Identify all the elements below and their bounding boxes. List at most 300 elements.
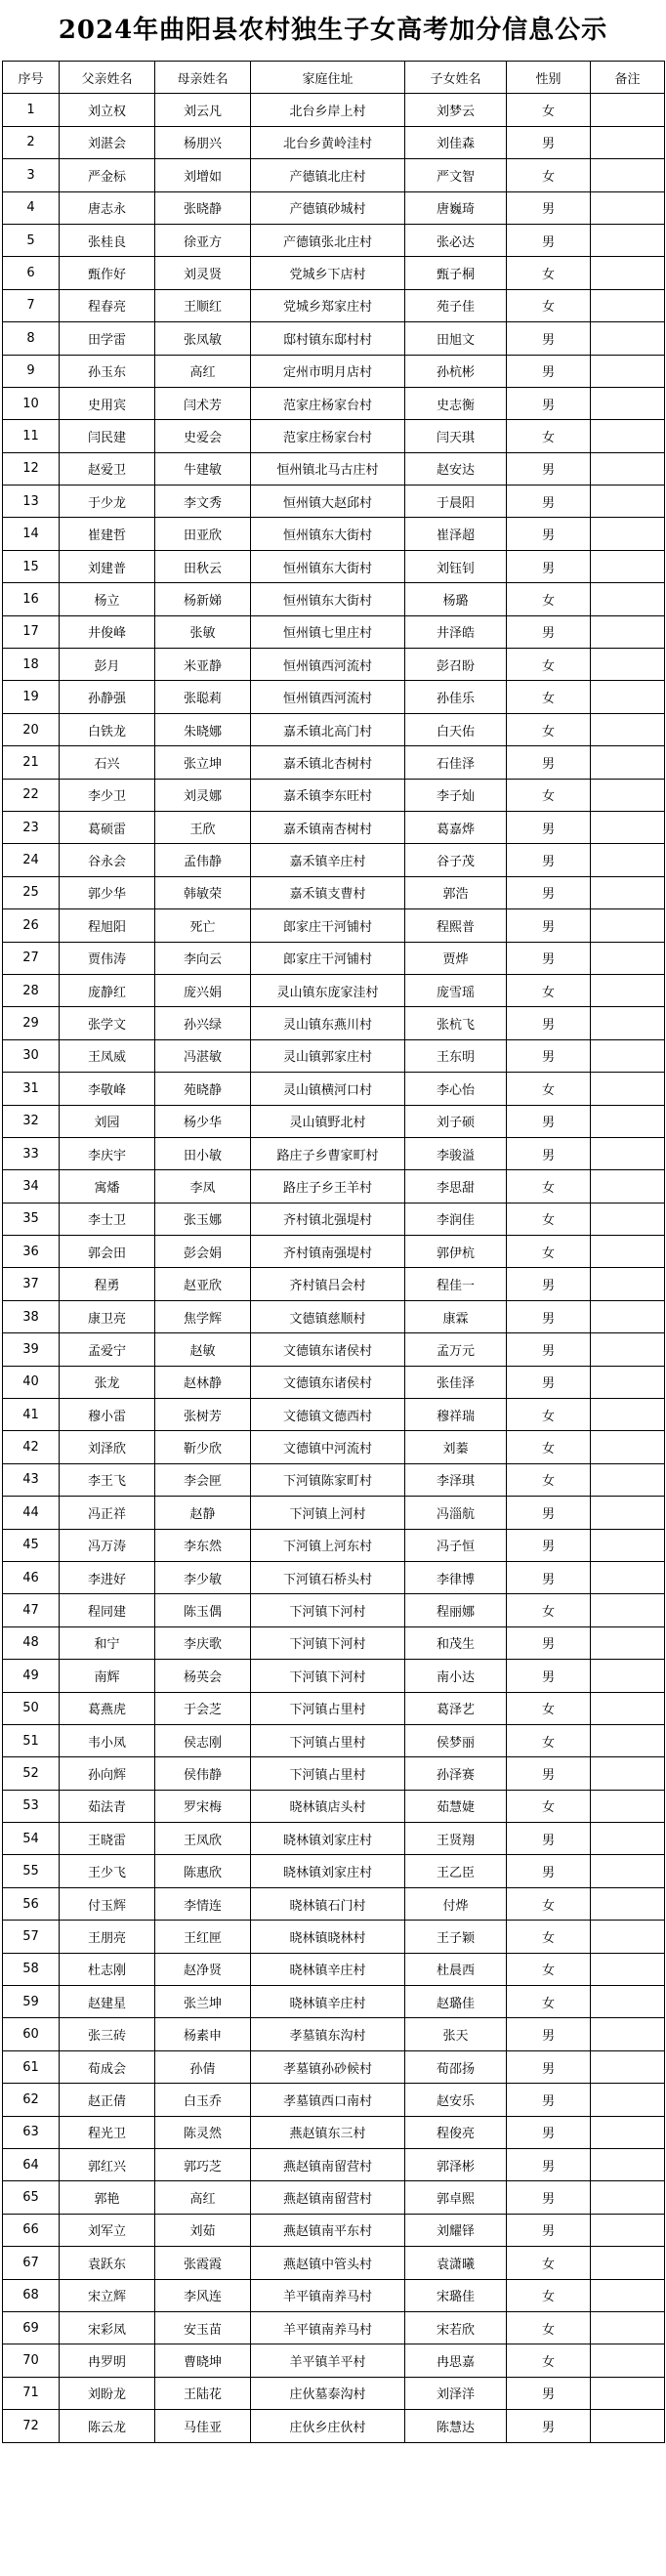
cell-remark xyxy=(591,1268,665,1300)
cell-mother-name: 史爱会 xyxy=(155,420,251,452)
cell-child-name: 王东明 xyxy=(405,1039,507,1072)
cell-index: 4 xyxy=(3,191,60,224)
table-row xyxy=(3,1724,665,1756)
cell-gender: 男 xyxy=(507,1823,591,1855)
cell-remark xyxy=(591,942,665,974)
cell-gender: 女 xyxy=(507,1724,591,1756)
cell-index: 42 xyxy=(3,1431,60,1463)
cell-remark xyxy=(591,2279,665,2311)
cell-address: 北台乡黄岭洼村 xyxy=(251,126,405,158)
table-row xyxy=(3,2116,665,2148)
cell-mother-name: 陈玉偶 xyxy=(155,1594,251,1626)
cell-remark xyxy=(591,1561,665,1593)
table-row xyxy=(3,1463,665,1496)
cell-father-name: 程勇 xyxy=(60,1268,155,1300)
cell-mother-name: 孙兴绿 xyxy=(155,1007,251,1039)
cell-address: 灵山镇郭家庄村 xyxy=(251,1039,405,1072)
cell-gender: 男 xyxy=(507,1105,591,1137)
cell-gender: 男 xyxy=(507,2149,591,2181)
cell-address: 恒州镇西河流村 xyxy=(251,649,405,681)
cell-address: 灵山镇横河口村 xyxy=(251,1073,405,1105)
cell-father-name: 崔建哲 xyxy=(60,518,155,550)
table-body xyxy=(3,94,665,2442)
table-row xyxy=(3,1790,665,1822)
cell-father-name: 葛燕虎 xyxy=(60,1692,155,1724)
cell-mother-name: 牛建敏 xyxy=(155,452,251,485)
table-row xyxy=(3,713,665,745)
cell-child-name: 李思甜 xyxy=(405,1170,507,1203)
cell-father-name: 孙静强 xyxy=(60,681,155,713)
cell-index: 62 xyxy=(3,2084,60,2116)
table-row xyxy=(3,583,665,615)
table-row xyxy=(3,2181,665,2214)
cell-remark xyxy=(591,2050,665,2083)
cell-remark xyxy=(591,2247,665,2279)
cell-remark xyxy=(591,1887,665,1920)
cell-gender: 男 xyxy=(507,486,591,518)
cell-index: 61 xyxy=(3,2050,60,2083)
cell-father-name: 陈云龙 xyxy=(60,2410,155,2442)
cell-index: 57 xyxy=(3,1921,60,1953)
cell-address: 下河镇占里村 xyxy=(251,1724,405,1756)
cell-address: 晓林镇石门村 xyxy=(251,1887,405,1920)
cell-mother-name: 李文秀 xyxy=(155,486,251,518)
cell-father-name: 李进好 xyxy=(60,1561,155,1593)
table-row xyxy=(3,126,665,158)
cell-gender: 女 xyxy=(507,289,591,321)
cell-index: 7 xyxy=(3,289,60,321)
cell-gender: 男 xyxy=(507,2214,591,2246)
cell-index: 66 xyxy=(3,2214,60,2246)
cell-father-name: 荀成会 xyxy=(60,2050,155,2083)
cell-index: 2 xyxy=(3,126,60,158)
cell-mother-name: 张聪莉 xyxy=(155,681,251,713)
table-row xyxy=(3,550,665,582)
cell-address: 燕赵镇南平东村 xyxy=(251,2214,405,2246)
cell-child-name: 袁潇曦 xyxy=(405,2247,507,2279)
header-father-name: 父亲姓名 xyxy=(60,62,155,94)
table-row xyxy=(3,1757,665,1790)
table-row xyxy=(3,355,665,387)
cell-index: 51 xyxy=(3,1724,60,1756)
cell-child-name: 程丽娜 xyxy=(405,1594,507,1626)
cell-father-name: 刘盼龙 xyxy=(60,2377,155,2409)
cell-child-name: 孙杭彬 xyxy=(405,355,507,387)
cell-index: 65 xyxy=(3,2181,60,2214)
cell-mother-name: 李凤 xyxy=(155,1170,251,1203)
table-row xyxy=(3,1660,665,1692)
cell-mother-name: 陈惠欣 xyxy=(155,1855,251,1887)
cell-address: 下河镇下河村 xyxy=(251,1626,405,1659)
table-row xyxy=(3,681,665,713)
cell-address: 嘉禾镇辛庄村 xyxy=(251,844,405,876)
cell-remark xyxy=(591,94,665,126)
cell-index: 22 xyxy=(3,779,60,811)
cell-father-name: 孟爱宁 xyxy=(60,1333,155,1366)
cell-gender: 男 xyxy=(507,811,591,843)
cell-address: 路庄子乡王羊村 xyxy=(251,1170,405,1203)
cell-father-name: 程同建 xyxy=(60,1594,155,1626)
table-row xyxy=(3,224,665,256)
cell-index: 21 xyxy=(3,746,60,779)
cell-child-name: 张必达 xyxy=(405,224,507,256)
cell-child-name: 付烨 xyxy=(405,1887,507,1920)
cell-child-name: 王乙臣 xyxy=(405,1855,507,1887)
table-row xyxy=(3,1333,665,1366)
cell-gender: 男 xyxy=(507,876,591,908)
cell-address: 邸村镇东邸村村 xyxy=(251,322,405,355)
cell-mother-name: 陈灵然 xyxy=(155,2116,251,2148)
cell-gender: 男 xyxy=(507,1529,591,1561)
cell-remark xyxy=(591,2084,665,2116)
cell-mother-name: 苑晓静 xyxy=(155,1073,251,1105)
cell-mother-name: 罗宋梅 xyxy=(155,1790,251,1822)
cell-mother-name: 白玉乔 xyxy=(155,2084,251,2116)
table-row xyxy=(3,1137,665,1169)
cell-gender: 男 xyxy=(507,191,591,224)
table-row xyxy=(3,811,665,843)
cell-father-name: 于少龙 xyxy=(60,486,155,518)
table-row xyxy=(3,615,665,648)
cell-father-name: 刘建普 xyxy=(60,550,155,582)
cell-index: 67 xyxy=(3,2247,60,2279)
cell-father-name: 赵爱卫 xyxy=(60,452,155,485)
cell-gender: 女 xyxy=(507,681,591,713)
cell-father-name: 李士卫 xyxy=(60,1203,155,1235)
cell-remark xyxy=(591,2149,665,2181)
cell-index: 9 xyxy=(3,355,60,387)
cell-address: 恒州镇东大街村 xyxy=(251,550,405,582)
table-row xyxy=(3,1399,665,1431)
cell-father-name: 庞静红 xyxy=(60,974,155,1006)
cell-gender: 女 xyxy=(507,713,591,745)
cell-gender: 女 xyxy=(507,1692,591,1724)
cell-child-name: 侯梦丽 xyxy=(405,1724,507,1756)
cell-address: 下河镇上河村 xyxy=(251,1497,405,1529)
cell-index: 45 xyxy=(3,1529,60,1561)
cell-father-name: 李王飞 xyxy=(60,1463,155,1496)
cell-father-name: 付玉辉 xyxy=(60,1887,155,1920)
cell-mother-name: 闫术芳 xyxy=(155,387,251,419)
cell-child-name: 庞雪瑶 xyxy=(405,974,507,1006)
cell-mother-name: 张立坤 xyxy=(155,746,251,779)
cell-mother-name: 张晓静 xyxy=(155,191,251,224)
cell-index: 27 xyxy=(3,942,60,974)
cell-address: 灵山镇东燕川村 xyxy=(251,1007,405,1039)
cell-index: 16 xyxy=(3,583,60,615)
cell-mother-name: 刘增如 xyxy=(155,159,251,191)
table-row xyxy=(3,1529,665,1561)
cell-gender: 男 xyxy=(507,942,591,974)
cell-child-name: 茹慧婕 xyxy=(405,1790,507,1822)
cell-gender: 女 xyxy=(507,94,591,126)
cell-gender: 男 xyxy=(507,2018,591,2050)
cell-index: 52 xyxy=(3,1757,60,1790)
cell-father-name: 赵建星 xyxy=(60,1986,155,2018)
cell-index: 25 xyxy=(3,876,60,908)
cell-remark xyxy=(591,1137,665,1169)
cell-father-name: 谷永会 xyxy=(60,844,155,876)
cell-index: 19 xyxy=(3,681,60,713)
cell-remark xyxy=(591,486,665,518)
cell-gender: 男 xyxy=(507,2410,591,2442)
cell-remark xyxy=(591,2344,665,2377)
cell-child-name: 宋若欣 xyxy=(405,2311,507,2344)
cell-remark xyxy=(591,420,665,452)
cell-address: 党城乡下店村 xyxy=(251,257,405,289)
table-row xyxy=(3,876,665,908)
cell-father-name: 贾伟涛 xyxy=(60,942,155,974)
cell-address: 灵山镇东庞家洼村 xyxy=(251,974,405,1006)
cell-child-name: 赵安达 xyxy=(405,452,507,485)
cell-remark xyxy=(591,322,665,355)
cell-father-name: 刘军立 xyxy=(60,2214,155,2246)
cell-remark xyxy=(591,1236,665,1268)
cell-index: 70 xyxy=(3,2344,60,2377)
cell-mother-name: 张凤敏 xyxy=(155,322,251,355)
cell-mother-name: 冯湛敏 xyxy=(155,1039,251,1072)
header-address: 家庭住址 xyxy=(251,62,405,94)
cell-mother-name: 张玉娜 xyxy=(155,1203,251,1235)
cell-father-name: 韦小凤 xyxy=(60,1724,155,1756)
cell-father-name: 白铁龙 xyxy=(60,713,155,745)
cell-remark xyxy=(591,1953,665,1985)
cell-address: 下河镇上河东村 xyxy=(251,1529,405,1561)
cell-address: 恒州镇西河流村 xyxy=(251,681,405,713)
cell-remark xyxy=(591,1855,665,1887)
cell-child-name: 冯子恒 xyxy=(405,1529,507,1561)
cell-gender: 男 xyxy=(507,2116,591,2148)
cell-remark xyxy=(591,746,665,779)
cell-remark xyxy=(591,126,665,158)
table-row xyxy=(3,452,665,485)
cell-child-name: 冉思嘉 xyxy=(405,2344,507,2377)
table-row xyxy=(3,1823,665,1855)
cell-mother-name: 孙倩 xyxy=(155,2050,251,2083)
cell-remark xyxy=(591,2410,665,2442)
table-row xyxy=(3,1039,665,1072)
cell-father-name: 杜志刚 xyxy=(60,1953,155,1985)
table-row xyxy=(3,1692,665,1724)
cell-father-name: 王少飞 xyxy=(60,1855,155,1887)
table-row xyxy=(3,844,665,876)
cell-gender: 男 xyxy=(507,746,591,779)
cell-address: 下河镇下河村 xyxy=(251,1594,405,1626)
table-row xyxy=(3,1300,665,1332)
cell-index: 11 xyxy=(3,420,60,452)
cell-father-name: 甄作好 xyxy=(60,257,155,289)
cell-child-name: 郭卓熙 xyxy=(405,2181,507,2214)
cell-remark xyxy=(591,224,665,256)
cell-father-name: 郭红兴 xyxy=(60,2149,155,2181)
table-row xyxy=(3,191,665,224)
cell-child-name: 宋璐佳 xyxy=(405,2279,507,2311)
cell-gender: 女 xyxy=(507,1170,591,1203)
cell-child-name: 彭召盼 xyxy=(405,649,507,681)
cell-gender: 女 xyxy=(507,159,591,191)
table-row xyxy=(3,257,665,289)
cell-address: 齐村镇南强堤村 xyxy=(251,1236,405,1268)
cell-address: 嘉禾镇支曹村 xyxy=(251,876,405,908)
cell-index: 60 xyxy=(3,2018,60,2050)
cell-address: 产德镇北庄村 xyxy=(251,159,405,191)
cell-gender: 女 xyxy=(507,1431,591,1463)
cell-address: 北台乡岸上村 xyxy=(251,94,405,126)
cell-child-name: 杨璐 xyxy=(405,583,507,615)
cell-gender: 女 xyxy=(507,2344,591,2377)
cell-remark xyxy=(591,1431,665,1463)
cell-child-name: 张天 xyxy=(405,2018,507,2050)
cell-mother-name: 靳少欣 xyxy=(155,1431,251,1463)
cell-index: 33 xyxy=(3,1137,60,1169)
cell-index: 15 xyxy=(3,550,60,582)
cell-father-name: 李庆宇 xyxy=(60,1137,155,1169)
cell-index: 54 xyxy=(3,1823,60,1855)
cell-address: 晓林镇刘家庄村 xyxy=(251,1823,405,1855)
cell-mother-name: 刘灵贤 xyxy=(155,257,251,289)
cell-gender: 男 xyxy=(507,615,591,648)
cell-remark xyxy=(591,681,665,713)
cell-child-name: 谷子茂 xyxy=(405,844,507,876)
cell-remark xyxy=(591,355,665,387)
cell-index: 46 xyxy=(3,1561,60,1593)
cell-child-name: 苑子佳 xyxy=(405,289,507,321)
table-row xyxy=(3,2084,665,2116)
cell-index: 28 xyxy=(3,974,60,1006)
cell-father-name: 王朋亮 xyxy=(60,1921,155,1953)
cell-child-name: 葛嘉烨 xyxy=(405,811,507,843)
cell-father-name: 冯万涛 xyxy=(60,1529,155,1561)
cell-mother-name: 杨少华 xyxy=(155,1105,251,1137)
cell-address: 燕赵镇中管头村 xyxy=(251,2247,405,2279)
cell-remark xyxy=(591,615,665,648)
cell-father-name: 郭少华 xyxy=(60,876,155,908)
cell-address: 下河镇占里村 xyxy=(251,1757,405,1790)
cell-remark xyxy=(591,1823,665,1855)
cell-index: 47 xyxy=(3,1594,60,1626)
cell-father-name: 李敬峰 xyxy=(60,1073,155,1105)
cell-remark xyxy=(591,2377,665,2409)
cell-index: 17 xyxy=(3,615,60,648)
cell-gender: 男 xyxy=(507,1561,591,1593)
cell-mother-name: 庞兴娟 xyxy=(155,974,251,1006)
cell-father-name: 张桂良 xyxy=(60,224,155,256)
cell-gender: 男 xyxy=(507,909,591,942)
cell-child-name: 严文智 xyxy=(405,159,507,191)
cell-index: 63 xyxy=(3,2116,60,2148)
cell-address: 燕赵镇南留营村 xyxy=(251,2181,405,2214)
table-row xyxy=(3,322,665,355)
cell-address: 齐村镇北强堤村 xyxy=(251,1203,405,1235)
table-row xyxy=(3,1236,665,1268)
cell-mother-name: 李东然 xyxy=(155,1529,251,1561)
cell-remark xyxy=(591,2214,665,2246)
cell-index: 20 xyxy=(3,713,60,745)
cell-mother-name: 高红 xyxy=(155,355,251,387)
cell-father-name: 穆小雷 xyxy=(60,1399,155,1431)
cell-remark xyxy=(591,550,665,582)
cell-remark xyxy=(591,452,665,485)
table-row xyxy=(3,942,665,974)
cell-father-name: 彭月 xyxy=(60,649,155,681)
cell-index: 23 xyxy=(3,811,60,843)
cell-father-name: 张龙 xyxy=(60,1366,155,1398)
cell-mother-name: 王凤欣 xyxy=(155,1823,251,1855)
cell-mother-name: 韩敏荣 xyxy=(155,876,251,908)
cell-remark xyxy=(591,1399,665,1431)
cell-child-name: 刘蓁 xyxy=(405,1431,507,1463)
cell-child-name: 陈慧达 xyxy=(405,2410,507,2442)
cell-mother-name: 李风连 xyxy=(155,2279,251,2311)
cell-gender: 女 xyxy=(507,1790,591,1822)
cell-remark xyxy=(591,1170,665,1203)
cell-mother-name: 朱晓娜 xyxy=(155,713,251,745)
cell-father-name: 李少卫 xyxy=(60,779,155,811)
cell-address: 羊平镇南养马村 xyxy=(251,2279,405,2311)
cell-mother-name: 徐亚方 xyxy=(155,224,251,256)
cell-index: 56 xyxy=(3,1887,60,1920)
table-row xyxy=(3,746,665,779)
cell-gender: 男 xyxy=(507,2050,591,2083)
cell-mother-name: 王红匣 xyxy=(155,1921,251,1953)
cell-mother-name: 侯伟静 xyxy=(155,1757,251,1790)
cell-gender: 女 xyxy=(507,1073,591,1105)
cell-father-name: 郭艳 xyxy=(60,2181,155,2214)
cell-address: 燕赵镇东三村 xyxy=(251,2116,405,2148)
cell-address: 文德镇东诸侯村 xyxy=(251,1333,405,1366)
cell-father-name: 刘园 xyxy=(60,1105,155,1137)
table-row xyxy=(3,974,665,1006)
cell-remark xyxy=(591,1724,665,1756)
cell-mother-name: 赵净贤 xyxy=(155,1953,251,1985)
cell-mother-name: 张霞霞 xyxy=(155,2247,251,2279)
cell-address: 路庄子乡曹家町村 xyxy=(251,1137,405,1169)
cell-child-name: 杜晨西 xyxy=(405,1953,507,1985)
cell-index: 58 xyxy=(3,1953,60,1985)
cell-father-name: 葛硕雷 xyxy=(60,811,155,843)
cell-gender: 女 xyxy=(507,2279,591,2311)
cell-child-name: 刘泽洋 xyxy=(405,2377,507,2409)
cell-mother-name: 张兰坤 xyxy=(155,1986,251,2018)
cell-index: 50 xyxy=(3,1692,60,1724)
cell-remark xyxy=(591,876,665,908)
info-table xyxy=(2,61,665,2443)
cell-gender: 男 xyxy=(507,1497,591,1529)
cell-address: 燕赵镇南留营村 xyxy=(251,2149,405,2181)
cell-remark xyxy=(591,387,665,419)
cell-child-name: 孟万元 xyxy=(405,1333,507,1366)
cell-mother-name: 刘茹 xyxy=(155,2214,251,2246)
cell-mother-name: 高红 xyxy=(155,2181,251,2214)
cell-remark xyxy=(591,779,665,811)
cell-gender: 男 xyxy=(507,1855,591,1887)
cell-remark xyxy=(591,1105,665,1137)
table-row xyxy=(3,779,665,811)
cell-index: 29 xyxy=(3,1007,60,1039)
cell-address: 晓林镇晓林村 xyxy=(251,1921,405,1953)
cell-gender: 女 xyxy=(507,257,591,289)
cell-child-name: 闫天琪 xyxy=(405,420,507,452)
cell-index: 43 xyxy=(3,1463,60,1496)
cell-father-name: 刘湛会 xyxy=(60,126,155,158)
cell-child-name: 石佳泽 xyxy=(405,746,507,779)
cell-child-name: 于晨阳 xyxy=(405,486,507,518)
cell-mother-name: 赵敏 xyxy=(155,1333,251,1366)
cell-child-name: 李心怡 xyxy=(405,1073,507,1105)
cell-gender: 男 xyxy=(507,550,591,582)
table-row xyxy=(3,1431,665,1463)
cell-remark xyxy=(591,1529,665,1561)
